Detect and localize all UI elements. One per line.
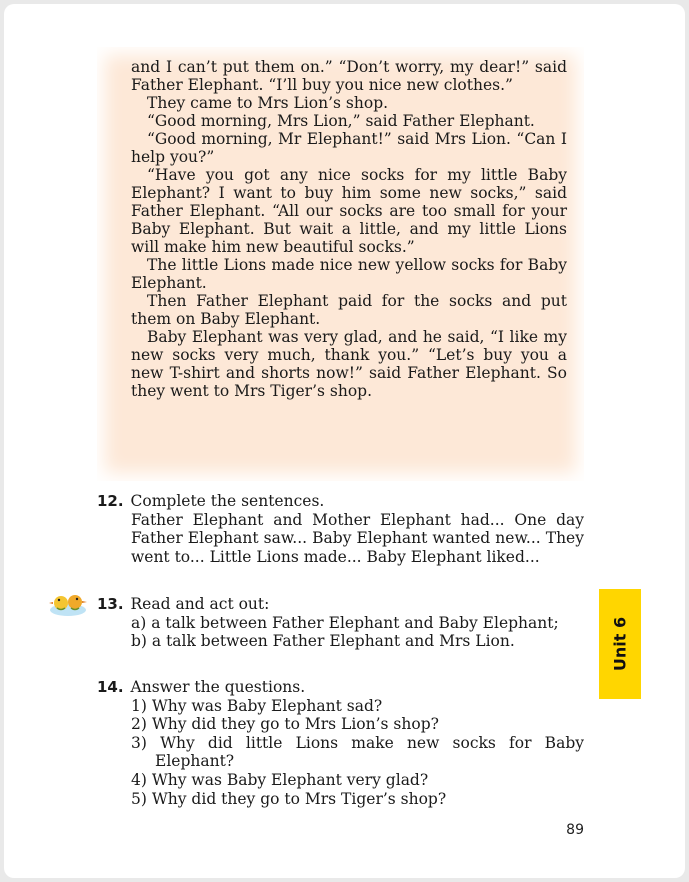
story-paragraph: “Good morning, Mrs Lion,” said Father Elephant. bbox=[147, 112, 535, 130]
exercise-13 bbox=[97, 595, 584, 651]
exercise-number: 14. bbox=[97, 678, 124, 696]
story-paragraph: “Have you got any nice socks for my little Baby Elephant? I want to buy him some new socks,” said Father Elephant. “All our socks are too small for your Baby Elephant. But wait a little, and my little Lions will make him new beautiful socks.” bbox=[131, 166, 567, 256]
question-item: 3) Why did little Lions make new socks for Baby Elephant? bbox=[131, 733, 584, 771]
exercise-number: 12. bbox=[97, 492, 124, 510]
story-paragraph: The little Lions made nice new yellow socks for Baby Elephant. bbox=[131, 256, 567, 292]
question-item: 2) Why did they go to Mrs Lion’s shop? bbox=[131, 715, 439, 734]
story-paragraph: Then Father Elephant paid for the socks and put them on Baby Elephant. bbox=[131, 292, 567, 328]
exercise-number: 13. bbox=[97, 595, 124, 613]
exercise-title: Read and act out: bbox=[130, 595, 270, 613]
story-paragraph: “Good morning, Mr Elephant!” said Mrs Lion. “Can I help you?” bbox=[131, 130, 567, 166]
exercise-heading bbox=[97, 678, 584, 697]
exercise-title: Answer the questions. bbox=[130, 678, 306, 696]
exercise-title: Complete the sentences. bbox=[130, 492, 325, 510]
exercise-heading bbox=[97, 595, 584, 614]
unit-tab bbox=[599, 589, 641, 699]
question-item: 4) Why was Baby Elephant very glad? bbox=[131, 770, 429, 789]
question-item: 1) Why was Baby Elephant sad? bbox=[131, 696, 383, 715]
exercise-text: Father Elephant and Mother Elephant had... One day Father Elephant saw... Baby Elephant wanted new... They went to... Little Lions made... Baby Elephant liked... bbox=[131, 510, 584, 566]
exercise-item: b) a talk between Father Elephant and Mrs Lion. bbox=[131, 632, 515, 651]
story-paragraph: Baby Elephant was very glad, and he said, “I like my new socks very much, thank you.” “Let’s buy you a new T-shirt and shorts now!” said Father Elephant. So they went to Mrs Tiger’s shop. bbox=[131, 328, 567, 400]
question-item: 5) Why did they go to Mrs Tiger’s shop? bbox=[131, 789, 447, 808]
two-birds-icon bbox=[48, 588, 88, 618]
exercise-heading bbox=[97, 492, 584, 511]
story-paragraph: and I can’t put them on.” “Don’t worry, my dear!” said Father Elephant. “I’ll buy you nice new clothes.” bbox=[131, 58, 567, 94]
page-number: 89 bbox=[566, 822, 584, 838]
unit-label: Unit 6 bbox=[610, 616, 630, 672]
exercise-item: a) a talk between Father Elephant and Baby Elephant; bbox=[131, 613, 559, 632]
exercise-14 bbox=[97, 678, 584, 808]
exercise-12 bbox=[97, 492, 584, 566]
story-paragraph: They came to Mrs Lion’s shop. bbox=[147, 94, 389, 112]
story-text bbox=[131, 58, 567, 400]
